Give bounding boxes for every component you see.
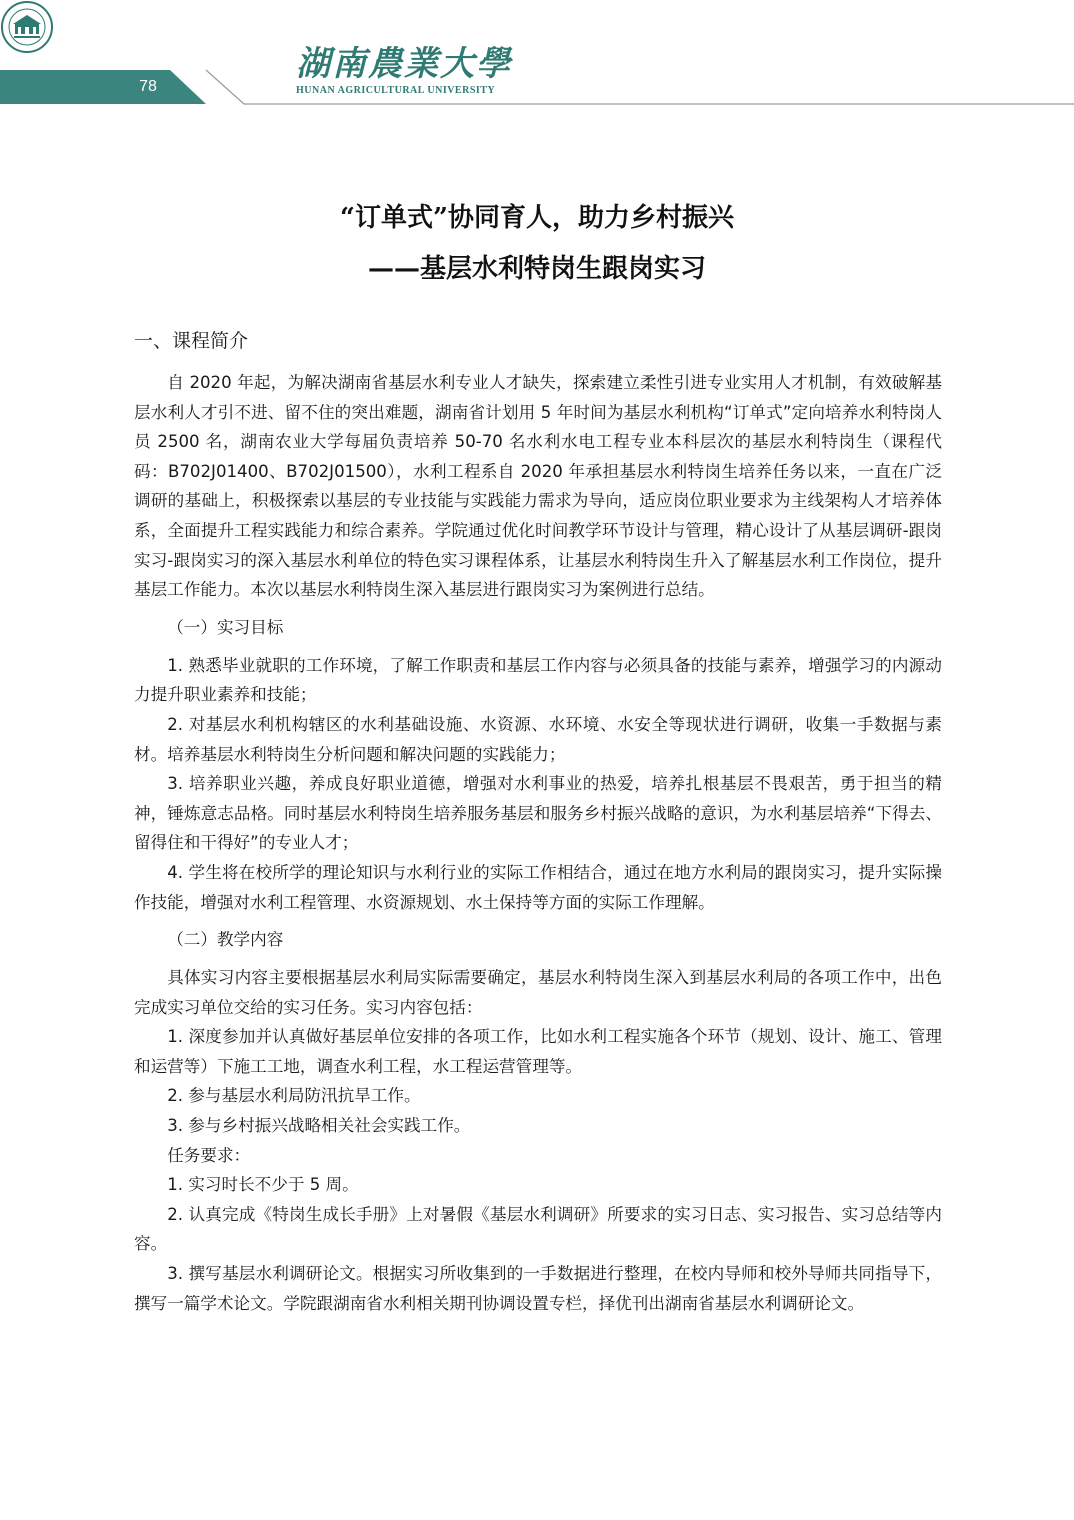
university-emblem-icon <box>0 0 54 54</box>
task-item: 1. 实习时长不少于 5 周。 <box>167 1175 359 1195</box>
task-item: 2. 认真完成《特岗生成长手册》上对暑假《基层水利调研》所要求的实习日志、实习报告、实习总结等内容。 <box>134 1204 942 1254</box>
goal-item: 3. 培养职业兴趣，养成良好职业道德，增强对水利事业的热爱，培养扎根基层不畏艰苦，勇于担当的精神，锤炼意志品格。同时基层水利特岗生培养服务基层和服务乡村振兴战略的意识，为水利基层培养“下得去、留得住和干得好”的专业人才； <box>134 774 942 853</box>
university-name-en: HUNAN AGRICULTURAL UNIVERSITY <box>296 85 496 96</box>
content-item: 2. 参与基层水利局防汛抗旱工作。 <box>167 1086 421 1106</box>
article-body <box>134 326 942 1318</box>
header-band <box>0 0 1074 120</box>
page-number: 78 <box>139 78 157 95</box>
article-subtitle: ——基层水利特岗生跟岗实习 <box>367 254 706 284</box>
section-heading: 一、课程简介 <box>134 330 249 352</box>
page-number-tab <box>0 70 206 104</box>
article-title: “订单式”协同育人，助力乡村振兴 <box>340 203 734 233</box>
university-name-cn: 湖南農業大學 <box>296 44 512 84</box>
content-item: 1. 深度参加并认真做好基层单位安排的各项工作，比如水利工程实施各个环节（规划、设计、施工、管理和运营等）下施工工地，调查水利工程，水工程运营管理等。 <box>134 1027 942 1076</box>
content-item: 3. 参与乡村振兴战略相关社会实践工作。 <box>167 1116 471 1136</box>
intro-paragraph: 自 2020 年起，为解决湖南省基层水利专业人才缺失，探索建立柔性引进专业实用人才机制，有效破解基层水利人才引不进、留不住的突出难题，湖南省计划用 5 年时间为基层水利机构“订单式”定向培养水利特岗人员 2500 名，湖南农业大学每届负责培养 50-70 名水利水电工程专业本科层次的基层水利特岗生（课程代码：B702J01400、B702J01500），水利工程系自 2020 年承担基层水利特岗生培养任务以来，一直在广泛调研的基础上，积极探索以基层的专业技能与实践能力需求为导向，适应岗位职业要求为主线架构人才培养体系，全面提升工程实践能力和综合素养。学院通过优化时间教学环节设计与管理，精心设计了从基层调研-跟岗实习-跟岗实习的深入基层水利单位的特色实习课程体系，让基层水利特岗生升入了解基层水利工作岗位，提升基层工作能力。本次以基层水利特岗生深入基层进行跟岗实习为案例进行总结。 <box>134 373 942 600</box>
goal-item: 2. 对基层水利机构辖区的水利基础设施、水资源、水环境、水安全等现状进行调研，收集一手数据与素材。培养基层水利特岗生分析问题和解决问题的实践能力； <box>134 714 942 764</box>
goal-item: 4. 学生将在校所学的理论知识与水利行业的实际工作相结合，通过在地方水利局的跟岗实习，提升实际操作技能，增强对水利工程管理、水资源规划、水土保持等方面的实际工作理解。 <box>134 862 942 912</box>
subsection-heading-content: （二）教学内容 <box>167 930 284 950</box>
goal-item: 1. 熟悉毕业就职的工作环境，了解工作职责和基层工作内容与必须具备的技能与素养，增强学习的内源动力提升职业素养和技能； <box>134 655 942 705</box>
subsection-heading-goals: （一）实习目标 <box>167 617 284 637</box>
task-label: 任务要求： <box>167 1145 251 1165</box>
page-header <box>0 0 1074 120</box>
content-intro-paragraph: 具体实习内容主要根据基层水利局实际需要确定，基层水利特岗生深入到基层水利局的各项工作中，出色完成实习单位交给的实习任务。实习内容包括： <box>134 968 942 1017</box>
task-item: 3. 撰写基层水利调研论文。根据实习所收集到的一手数据进行整理，在校内导师和校外导师共同指导下，撰写一篇学术论文。学院跟湖南省水利相关期刊协调设置专栏，择优刊出湖南省基层水利调研论文。 <box>134 1264 942 1313</box>
